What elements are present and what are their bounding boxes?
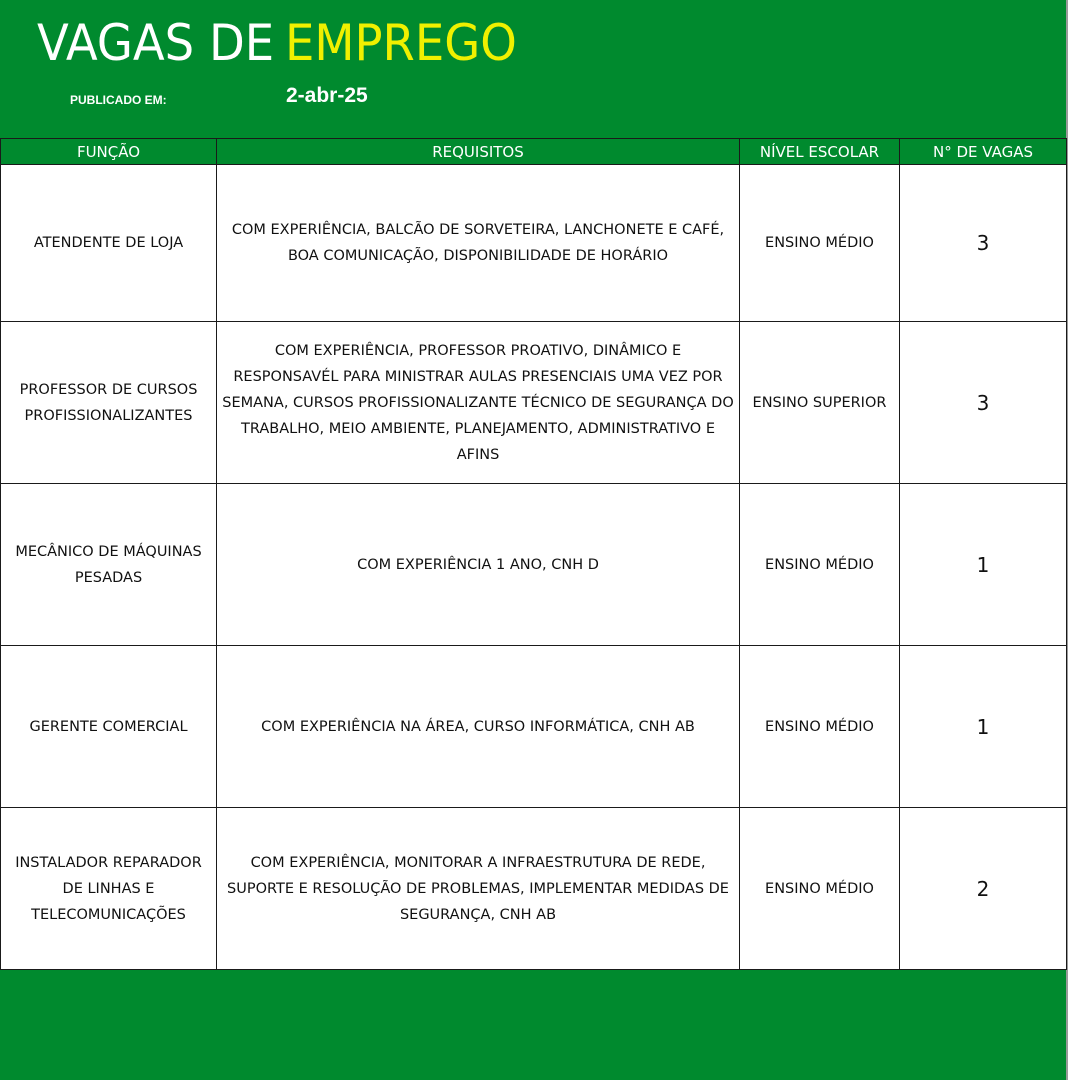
cell-nivel: ENSINO SUPERIOR xyxy=(740,322,900,484)
header-banner xyxy=(0,0,1066,138)
cell-funcao: GERENTE COMERCIAL xyxy=(1,646,217,808)
cell-requisitos: COM EXPERIÊNCIA, PROFESSOR PROATIVO, DINÂMICO E RESPONSAVÉL PARA MINISTRAR AULAS PRESENCIAIS UMA VEZ POR SEMANA, CURSOS PROFISSIONALIZANTE TÉCNICO DE SEGURANÇA DO TRABALHO, MEIO AMBIENTE, PLANEJAMENTO, ADMINISTRATIVO E AFINS xyxy=(217,322,740,484)
published-label: PUBLICADO EM: xyxy=(70,93,167,107)
published-date: 2-abr-25 xyxy=(286,84,368,107)
table-row xyxy=(1,646,1067,808)
cell-vagas: 1 xyxy=(900,646,1067,808)
cell-vagas: 1 xyxy=(900,484,1067,646)
cell-vagas: 2 xyxy=(900,808,1067,970)
cell-requisitos: COM EXPERIÊNCIA NA ÁREA, CURSO INFORMÁTICA, CNH AB xyxy=(217,646,740,808)
column-header-requisitos: REQUISITOS xyxy=(217,139,740,165)
jobs-table xyxy=(0,138,1067,970)
cell-requisitos: COM EXPERIÊNCIA, MONITORAR A INFRAESTRUTURA DE REDE, SUPORTE E RESOLUÇÃO DE PROBLEMAS, IMPLEMENTAR MEDIDAS DE SEGURANÇA, CNH AB xyxy=(217,808,740,970)
table-row xyxy=(1,484,1067,646)
cell-funcao: INSTALADOR REPARADOR DE LINHAS E TELECOMUNICAÇÕES xyxy=(1,808,217,970)
cell-nivel: ENSINO MÉDIO xyxy=(740,646,900,808)
cell-nivel: ENSINO MÉDIO xyxy=(740,484,900,646)
table-row xyxy=(1,322,1067,484)
cell-nivel: ENSINO MÉDIO xyxy=(740,808,900,970)
cell-funcao: MECÂNICO DE MÁQUINAS PESADAS xyxy=(1,484,217,646)
cell-vagas: 3 xyxy=(900,322,1067,484)
cell-nivel: ENSINO MÉDIO xyxy=(740,165,900,322)
table-row xyxy=(1,165,1067,322)
table-row xyxy=(1,808,1067,970)
column-header-funcao: FUNÇÃO xyxy=(1,139,217,165)
title-part2: EMPREGO xyxy=(285,14,517,72)
cell-vagas: 3 xyxy=(900,165,1067,322)
column-header-vagas: N° DE VAGAS xyxy=(900,139,1067,165)
table-header-row xyxy=(1,139,1067,165)
footer-banner xyxy=(0,970,1066,1080)
cell-funcao: ATENDENTE DE LOJA xyxy=(1,165,217,322)
cell-requisitos: COM EXPERIÊNCIA 1 ANO, CNH D xyxy=(217,484,740,646)
cell-requisitos: COM EXPERIÊNCIA, BALCÃO DE SORVETEIRA, LANCHONETE E CAFÉ, BOA COMUNICAÇÃO, DISPONIBILIDADE DE HORÁRIO xyxy=(217,165,740,322)
column-header-nivel: NÍVEL ESCOLAR xyxy=(740,139,900,165)
title-part1: VAGAS DE xyxy=(37,14,275,72)
cell-funcao: PROFESSOR DE CURSOS PROFISSIONALIZANTES xyxy=(1,322,217,484)
